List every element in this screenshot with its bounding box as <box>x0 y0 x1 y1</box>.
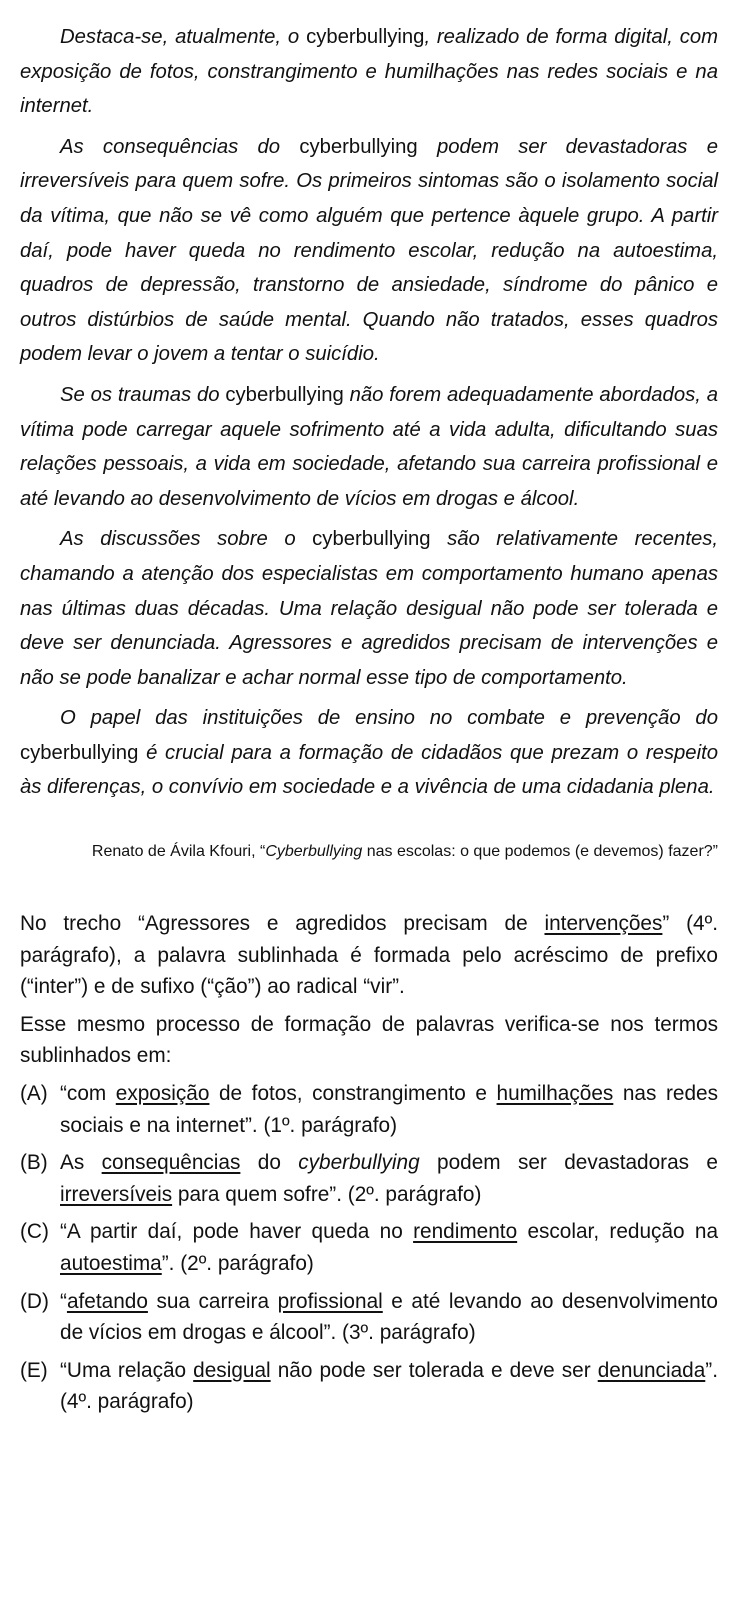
passage-text-run: Destaca-se, atualmente, o <box>60 26 307 48</box>
option-letter: (C) <box>20 1220 49 1244</box>
passage-text-run: podem ser devastadoras e irreversíveis para quem sofre. Os primeiros sintomas são o isolamento social da vítima, que não se vê como alguém que pertence àquele grupo. A partir daí, pode haver queda no rendimento escolar, redução na autoestima, quadros de depressão, transtorno de ansiedade, síndrome do pânico e outros distúrbios de saúde mental. Quando não tratados, esses quadros podem levar o jovem a tentar o suicídio. <box>20 135 718 366</box>
passage-text <box>20 20 718 805</box>
source-citation <box>20 838 718 865</box>
option-c[interactable] <box>20 1216 718 1279</box>
option-text-run: “com <box>60 1082 116 1106</box>
question-block <box>20 908 718 1418</box>
question-prompt: Esse mesmo processo de formação de palavras verifica-se nos termos sublinhados em: <box>20 1012 718 1068</box>
option-b[interactable] <box>20 1147 718 1210</box>
citation-text-run: Renato de Ávila Kfouri, “ <box>91 843 266 861</box>
option-text-run: podem ser devastadoras e <box>419 1151 718 1175</box>
underlined-word: humilhações <box>496 1082 614 1106</box>
underlined-word: rendimento <box>413 1220 518 1244</box>
cyberbullying-term: cyberbullying <box>312 528 431 551</box>
cyberbullying-term: cyberbullying <box>306 26 425 48</box>
answer-options <box>20 1078 718 1418</box>
passage-text-run: As discussões sobre o <box>60 528 313 551</box>
underlined-word: afetando <box>66 1289 148 1313</box>
question-text-run: No trecho “Agressores e agredidos precisam de <box>20 912 545 936</box>
passage-paragraph-5 <box>20 701 718 805</box>
underlined-word: consequências <box>101 1151 241 1175</box>
passage-text-run: As consequências do <box>60 135 300 158</box>
option-letter: (D) <box>20 1289 49 1313</box>
cyberbullying-term: cyberbullying <box>299 135 418 158</box>
option-text-run: “A partir daí, pode haver queda no <box>60 1220 414 1244</box>
underlined-word: denunciada <box>597 1358 706 1382</box>
underlined-word: exposição <box>115 1082 210 1106</box>
passage-text-run: não forem adequadamente abordados, a vítima pode carregar aquele sofrimento até a vida adulta, dificultando suas relações pessoais, a vida em sociedade, afetando sua carreira profissional e até levando ao desenvolvimento de vícios em drogas e álcool. <box>20 383 718 510</box>
cyberbullying-term: cyberbullying <box>225 383 344 406</box>
underlined-word: irreversíveis <box>60 1182 173 1206</box>
passage-text-run: , realizado de forma digital, com exposição de fotos, constrangimento e humilhações nas redes sociais e na internet. <box>20 26 719 118</box>
question-intro <box>20 908 718 1003</box>
passage-paragraph-3 <box>20 378 718 516</box>
option-text-run: ”. (4º. parágrafo) <box>60 1358 718 1414</box>
question-text-run: ” (4º. parágrafo), a palavra sublinhada é formada pelo acréscimo de prefixo (“inter”) e de sufixo (“ção”) ao radical “vir”. <box>20 912 718 999</box>
passage-paragraph-4 <box>20 522 718 695</box>
option-text-run: escolar, redução na <box>517 1220 719 1244</box>
option-d[interactable] <box>20 1286 718 1349</box>
passage-text-run: é crucial para a formação de cidadãos que prezam o respeito às diferenças, o convívio em sociedade e a vivência de uma cidadania plena. <box>20 741 718 799</box>
passage-text-run: O papel das instituições de ensino no combate e prevenção do <box>60 707 718 730</box>
passage-text-run: são relativamente recentes, chamando a atenção dos especialistas em comportamento humano apenas nas últimas duas décadas. Uma relação desigual não pode ser tolerada e deve ser denunciada. Agressores e agredidos precisam de intervenções e não se pode banalizar e achar normal esse tipo de comportamento. <box>20 528 719 689</box>
underlined-word: intervenções <box>544 912 663 936</box>
option-text-run: nas redes sociais e na internet”. (1º. parágrafo) <box>60 1082 718 1137</box>
option-e[interactable] <box>20 1355 718 1418</box>
cyberbullying-term: cyberbullying <box>20 741 139 764</box>
option-text-run: para quem sofre”. (2º. parágrafo) <box>172 1182 482 1206</box>
underlined-word: autoestima <box>60 1252 162 1275</box>
passage-text-run: Se os traumas do <box>60 383 226 406</box>
option-text-run: sua carreira <box>147 1289 278 1313</box>
passage-paragraph-1 <box>20 20 718 124</box>
option-text-run: do <box>240 1151 299 1175</box>
option-text-run: As <box>60 1151 102 1175</box>
option-a[interactable] <box>20 1078 718 1141</box>
citation-title-term: Cyberbullying <box>265 843 363 861</box>
option-letter: (E) <box>20 1358 48 1382</box>
option-text-run: e até levando ao desenvolvimento de vícios em drogas e álcool”. (3º. parágrafo) <box>60 1289 719 1345</box>
option-text-run: “ <box>60 1289 67 1313</box>
citation-text-run: nas escolas: o que podemos (e devemos) fazer?” <box>362 843 718 861</box>
italic-term: cyberbullying <box>298 1151 420 1175</box>
option-letter: (B) <box>20 1151 48 1175</box>
option-text-run: de fotos, constrangimento e <box>209 1082 497 1106</box>
underlined-word: desigual <box>193 1358 271 1382</box>
passage-paragraph-2 <box>20 130 718 372</box>
option-text-run: não pode ser tolerada e deve ser <box>270 1358 598 1382</box>
underlined-word: profissional <box>277 1289 383 1313</box>
option-text-run: “Uma relação <box>60 1358 194 1382</box>
option-text-run: ”. (2º. parágrafo) <box>161 1252 314 1275</box>
option-letter: (A) <box>20 1082 48 1106</box>
